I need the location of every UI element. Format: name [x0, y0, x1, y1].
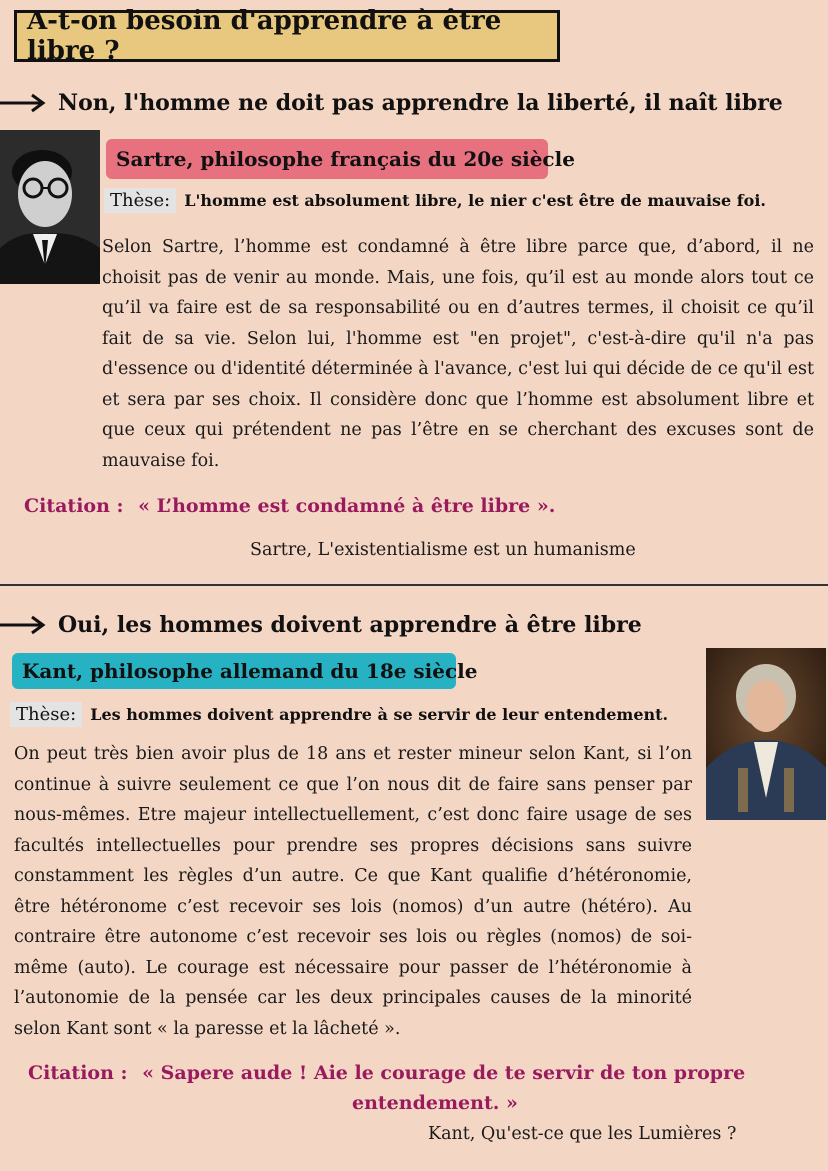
kant-paragraph: On peut très bien avoir plus de 18 ans et rester mineur selon Kant, si l’on continue à suivre seulement ce que l’on nous dit de faire sans penser par nous-mêmes. Etre majeur intellectuellement, c’est donc faire usage de ses facultés intellectuelles pour prendre ses propres décisions sans suivre constamment les règles d’un autre. Ce que Kant qualifie d’hétéronomie, être hétéronome c’est recevoir ses lois (nomos) d’un autre (hétéro). Au contraire être autonome c’est recevoir ses lois ou règles (nomos) de soi-même (auto). Le courage est nécessaire pour passer de l’hétéronomie à l’autonomie de la pensée car les deux principales causes de la minorité selon Kant sont « la paresse et la lâcheté ». — [14, 744, 692, 1039]
kant-citation — [28, 1062, 745, 1084]
sartre-portrait — [0, 130, 100, 284]
section1-heading-row — [0, 90, 783, 116]
citation-label: Citation : — [24, 495, 124, 517]
page-title-box — [14, 6, 560, 66]
section2-heading: Oui, les hommes doivent apprendre à être libre — [58, 612, 642, 638]
kant-these-text: Les hommes doivent apprendre à se servir de leur entendement. — [90, 705, 669, 724]
sartre-philosopher-label: Sartre, philosophe français du 20e siècle — [106, 139, 548, 179]
kant-portrait — [706, 648, 826, 820]
arrow-right-icon — [0, 615, 46, 635]
these-label: Thèse: — [104, 188, 176, 213]
sartre-these-text: L'homme est absolument libre, le nier c'est être de mauvaise foi. — [184, 191, 766, 210]
sartre-citation — [24, 495, 555, 517]
kant-source: Kant, Qu'est-ce que les Lumières ? — [428, 1124, 737, 1144]
sartre-source: Sartre, L'existentialisme est un humanisme — [250, 540, 636, 560]
arrow-right-icon — [0, 93, 46, 113]
these-label: Thèse: — [10, 702, 82, 727]
sartre-citation-quote: « L’homme est condamné à être libre ». — [138, 495, 556, 517]
citation-label: Citation : — [28, 1062, 128, 1084]
sartre-paragraph: Selon Sartre, l’homme est condamné à être libre parce que, d’abord, il ne choisit pas de venir au monde. Mais, une fois, qu’il est au monde alors tout ce qu’il va faire est de sa responsabilité ou en d’autres termes, il choisit ce qu’il fait de sa vie. Selon lui, l'homme est "en projet", c'est-à-dire qu'il n'a pas d'essence ou d'identité déterminée à l'avance, c'est lui qui décide de ce qu'il est et sera par ses choix. Il considère donc que l’homme est absolument libre et que ceux qui prétendent ne pas l’être en se cherchant des excuses sont de mauvaise foi. — [102, 237, 814, 471]
section1-heading: Non, l'homme ne doit pas apprendre la liberté, il naît libre — [58, 90, 783, 116]
section-divider — [0, 584, 828, 586]
kant-philosopher-label: Kant, philosophe allemand du 18e siècle — [12, 653, 456, 689]
sartre-these-row — [104, 188, 766, 213]
kant-citation-quote-line1: « Sapere aude ! Aie le courage de te servir de ton propre — [142, 1062, 746, 1084]
section2-heading-row — [0, 612, 642, 638]
kant-these-row — [10, 702, 668, 727]
page-title: A-t-on besoin d'apprendre à être libre ? — [27, 6, 502, 66]
kant-citation-quote-line2: entendement. » — [352, 1092, 518, 1114]
